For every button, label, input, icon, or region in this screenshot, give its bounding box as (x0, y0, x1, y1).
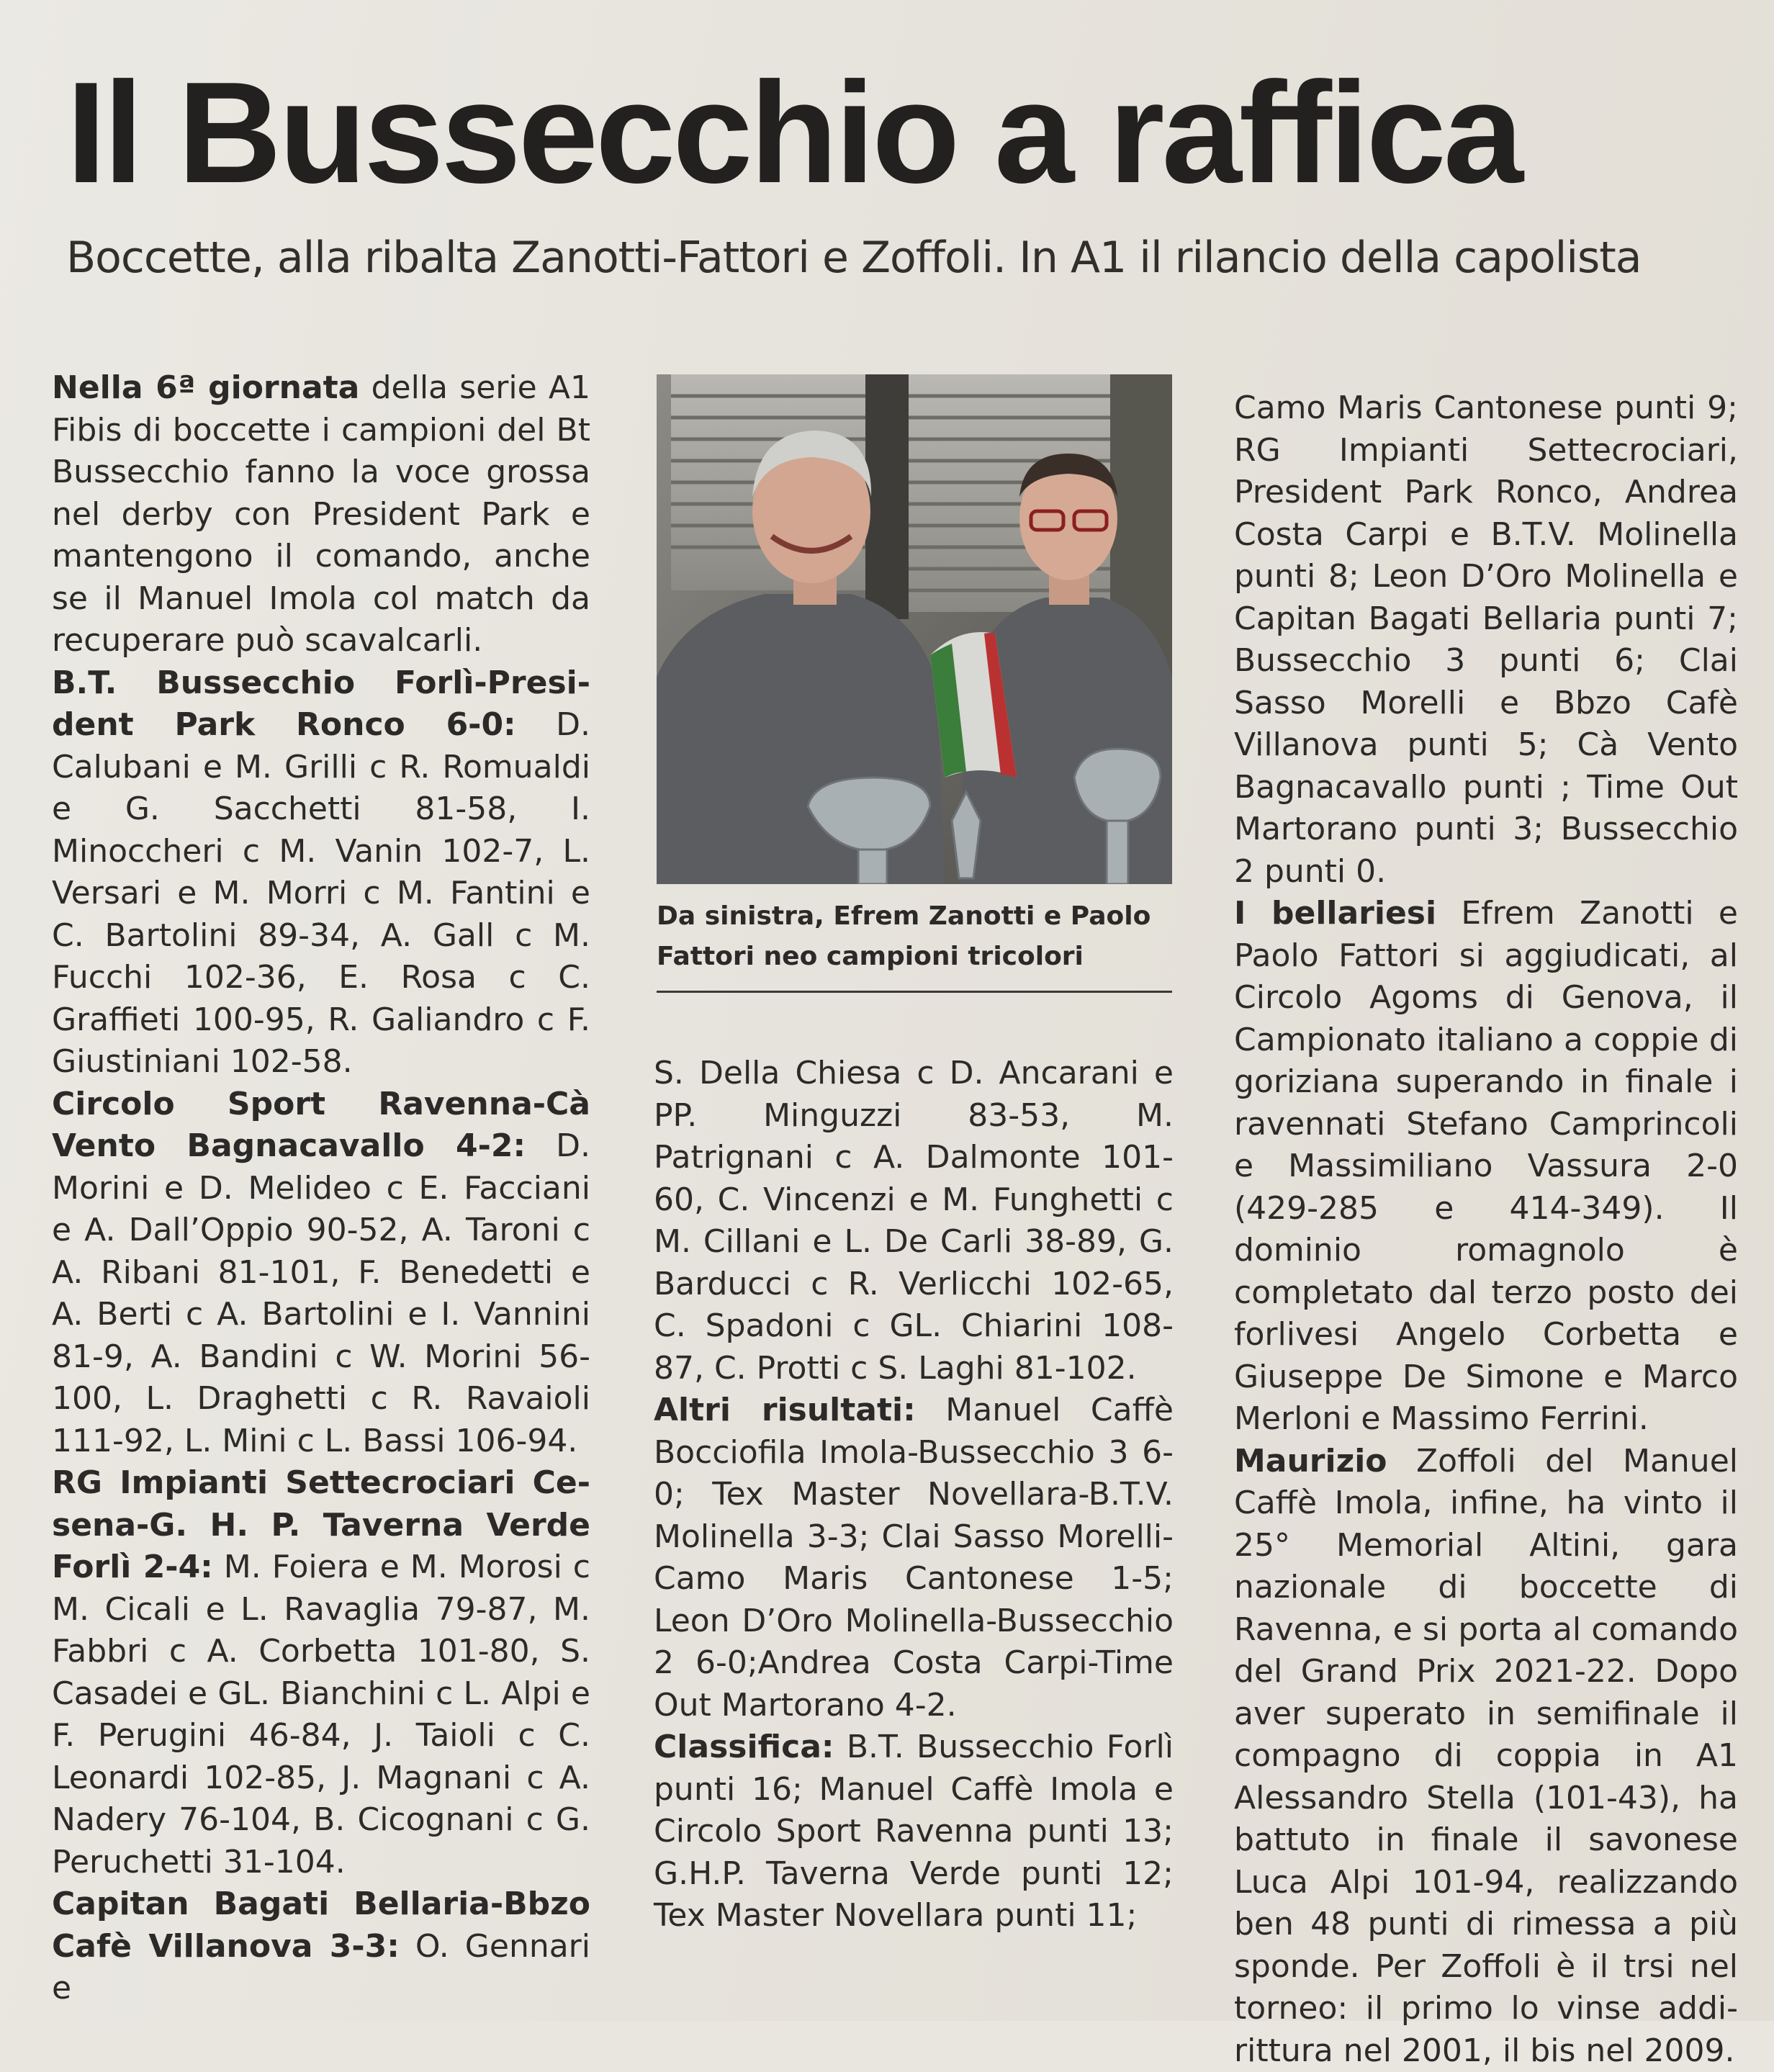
photo-caption: Da sinistra, Efrem Zanotti e Paolo Fattori neo campioni tricolori (657, 896, 1172, 977)
paragraph-text: Zoffoli del Manuel Caffè Imola, infine, ha vinto il 25° Memorial Altini, gara nazionale di boccette di Ravenna, e si porta al comando del Grand Prix 2021-22. Dopo aver superato in semifinale il compagno di coppia in A1 Alessandro Stella (101-43), ha battuto in finale il savonese Luca Alpi 101-94, realizzando ben 48 punti di rimessa a più sponde. Per Zoffoli è il trsi nel torneo: il primo lo vinse addirittura nel 2001, il bis nel 2009. (1234, 1443, 1738, 2069)
paragraph-text: Camo Maris Cantonese punti 9; RG Impianti Settecrociari, President Park Ronco, Andrea Costa Carpi e B.T.V. Molinella punti 8; Leon D’Oro Molinella e Capitan Bagati Bellaria punti 7; Bussecchio 3 punti 6; Clai Sasso Morelli e Bbzo Cafè Villanova punti 5; Cà Vento Bagnacavallo punti ; Time Out Martorano punti 3; Bussecchio 2 punti 0. (1234, 389, 1738, 890)
lead-in: RG Impianti Settecrociari Cesena-G. H. P. Taverna Verde Forlì 2-4: (52, 1464, 590, 1585)
paragraph-match-result (52, 662, 590, 1084)
paragraph-text: della serie A1 Fibis di boccette i campioni del Bt Bussecchio fanno la voce grossa nel derby con President Park e mantengono il comando, anche se il Manuel Imola col match da recuperare può scavalcarli. (52, 369, 590, 659)
lead-in: Altri risultati: (654, 1392, 916, 1428)
article-photo (657, 374, 1172, 884)
paragraph-intro (52, 367, 590, 662)
paragraph-standings (654, 1726, 1174, 1937)
paragraph-match-result (52, 1883, 590, 2010)
paragraph-match-result (654, 1053, 1174, 1389)
paragraph-text: Efrem Zanotti e Paolo Fattori si aggiudicati, al Circolo Agoms di Genova, il Campionato italiano a coppie di goriziana superando in finale i ravennati Stefano Camprincoli e Massimiliano Vassura 2-0 (429-285 e 414-349). Il dominio romagnolo è completato dal terzo posto dei forlivesi Angelo Corbetta e Giuseppe De Simone e Marco Merloni e Massimo Ferrini. (1234, 895, 1738, 1437)
caption-divider (657, 991, 1172, 993)
paragraph-other-results (654, 1389, 1174, 1726)
paragraph-match-result (52, 1462, 590, 1883)
paragraph-zoffoli (1234, 1441, 1738, 2072)
paragraph-text: B.T. Bussecchio Forlì punti 16; Manuel Caffè Imola e Circolo Sport Ravenna punti 13; G.H.P. Taverna Verde punti 12; Tex Master Novellara punti 11; (654, 1729, 1174, 1934)
lead-in: I bellariesi (1234, 895, 1436, 932)
paragraph-match-result (52, 1084, 590, 1463)
article-column-2 (654, 1053, 1174, 1937)
lead-in: Classifica: (654, 1729, 834, 1765)
subheadline: Boccette, alla ribalta Zanotti-Fattori e Zoffoli. In A1 il rilancio della capolista (66, 229, 1751, 287)
paragraph-text: D. Calubani e M. Grilli c R. Romualdi e G. Sacchetti 81-58, I. Minoccheri c M. Vanin 102-7, L. Versari e M. Morri c M. Fantini e C. Bartolini 89-34, A. Gall c M. Fucchi 102-36, E. Rosa c C. Graffieti 100-95, R. Galiandro c F. Giustiniani 102-58. (52, 706, 590, 1080)
lead-in: Maurizio (1234, 1443, 1387, 1479)
lead-in: Nella 6ª giornata (52, 369, 359, 406)
paragraph-text: S. Della Chiesa c D. Ancarani e PP. Minguzzi 83-53, M. Patrignani c A. Dalmonte 101-60, C. Vincenzi e M. Funghetti c M. Cillani e L. De Carli 38-89, G. Barducci c R. Verlicchi 102-65, C. Spadoni c GL. Chiarini 108-87, C. Protti c S. Laghi 81-102. (654, 1055, 1174, 1387)
headline: Il Bussecchio a raffica (66, 50, 1722, 216)
paragraph-text: Manuel Caffè Bocciofila Imola-Bussecchio 3 6-0; Tex Master Novellara-B.T.V. Molinella 3-3; Clai Sasso Morelli-Camo Maris Cantonese 1-5; Leon D’Oro Molinella-Bussecchio 2 6-0;Andrea Costa Carpi-Time Out Martorano 4-2. (654, 1392, 1174, 1724)
champions-photo-illustration (657, 374, 1172, 884)
paragraph-bellariesi (1234, 893, 1738, 1441)
lead-in: Capitan Bagati Bellaria-Bbzo Cafè Villanova 3-3: (52, 1886, 590, 1965)
paragraph-standings-cont (1234, 387, 1738, 893)
lead-in: B.T. Bussecchio Forlì-President Park Ronco 6-0: (52, 665, 590, 744)
lead-in: Circolo Sport Ravenna-Cà Vento Bagnacavallo 4-2: (52, 1086, 590, 1165)
paragraph-text: D. Morini e D. Melideo c E. Facciani e A. Dall’Oppio 90-52, A. Taroni c A. Ribani 81-101, F. Benedetti e A. Berti c A. Bartolini e I. Vannini 81-9, A. Bandini c W. Morini 56-100, L. Draghetti c R. Ravaioli 111-92, L. Mini c L. Bassi 106-94. (52, 1127, 590, 1459)
article-column-1 (52, 367, 590, 2010)
paragraph-text: O. Gennari e (52, 1928, 590, 2007)
paragraph-text: M. Foiera e M. Morosi c M. Cicali e L. Ravaglia 79-87, M. Fabbri c A. Corbetta 101-80, S. Casadei e GL. Bianchini c L. Alpi e F. Perugini 46-84, J. Taioli c C. Leonardi 102-85, J. Magnani c A. Nadery 76-104, B. Cicognani c G. Peruchetti 31-104. (52, 1549, 590, 1880)
article-column-3 (1234, 387, 1738, 2072)
